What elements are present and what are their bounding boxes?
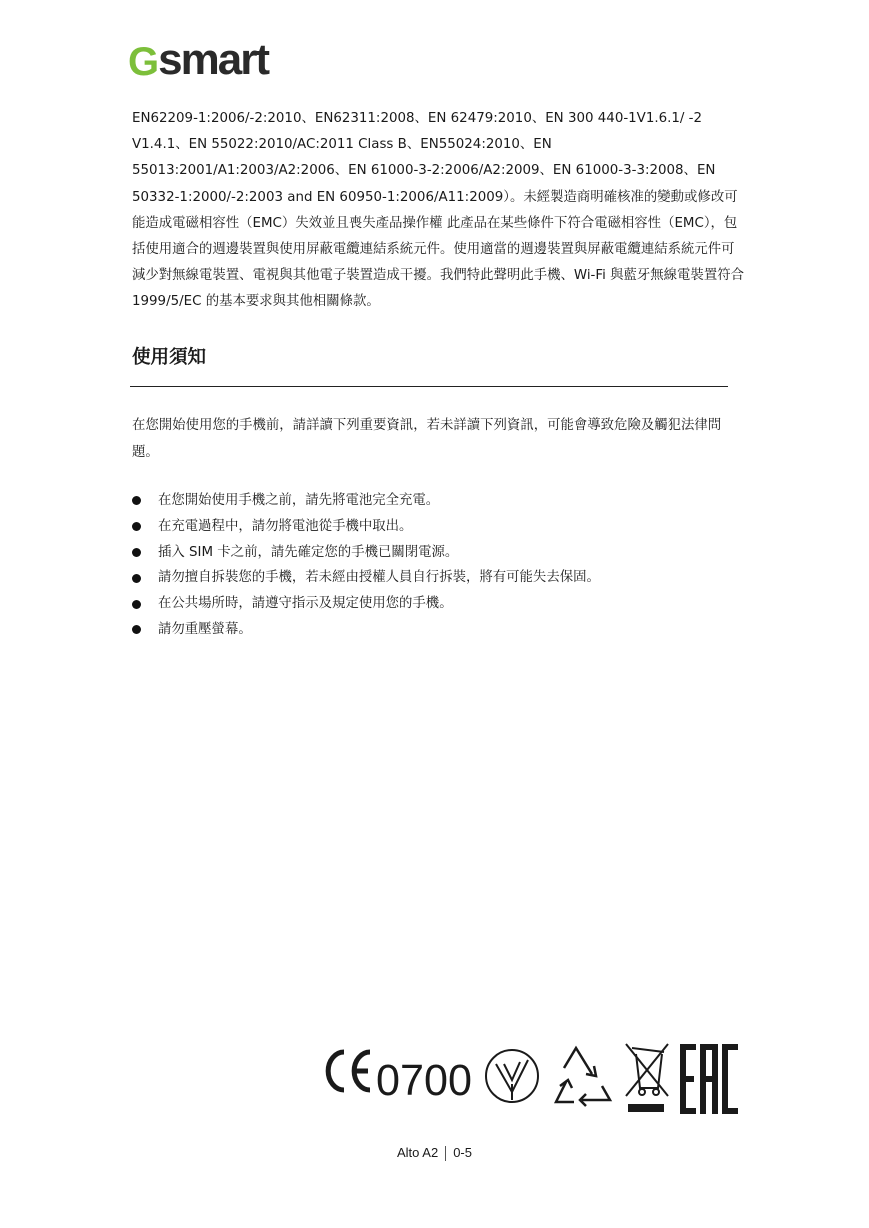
logo-g: G xyxy=(128,40,159,84)
ce-mark-icon xyxy=(328,1052,370,1090)
list-item xyxy=(132,591,600,617)
list-item-text: 插入 SIM 卡之前，請先確定您的手機已關閉電源。 xyxy=(158,544,459,560)
eac-mark-icon xyxy=(680,1044,738,1114)
list-item-text: 請勿擅自拆裝您的手機，若未經由授權人員自行拆裝，將有可能失去保固。 xyxy=(158,570,600,586)
certification-marks xyxy=(320,1040,740,1118)
intro-paragraph: 在您開始使用您的手機前，請詳讀下列重要資訊，若未詳讀下列資訊，可能會導致危險及觸犯法律問題。 xyxy=(132,418,722,460)
heading-divider xyxy=(130,386,728,387)
tuv-check-icon xyxy=(486,1050,538,1102)
page-footer xyxy=(0,1145,869,1161)
ce-number: 0700 xyxy=(376,1056,472,1105)
section-heading: 使用須知 xyxy=(132,347,207,368)
footer-separator xyxy=(445,1146,446,1161)
list-item xyxy=(132,514,600,540)
bullet-icon xyxy=(132,600,141,609)
bullet-icon xyxy=(132,625,141,634)
notice-list xyxy=(132,488,600,643)
bullet-icon xyxy=(132,522,141,531)
list-item-text: 在您開始使用手機之前，請先將電池完全充電。 xyxy=(158,493,440,508)
list-item xyxy=(132,617,600,643)
list-item xyxy=(132,488,600,514)
recycle-icon xyxy=(556,1048,610,1106)
logo-smart: smart xyxy=(158,35,268,84)
footer-model: Alto A2 xyxy=(397,1145,439,1160)
weee-bin-icon xyxy=(626,1044,668,1112)
footer-page-number: 0-5 xyxy=(453,1145,472,1160)
gsmart-logo xyxy=(128,35,268,84)
list-item xyxy=(132,565,600,591)
list-item-text: 在充電過程中，請勿將電池從手機中取出。 xyxy=(158,518,413,534)
compliance-paragraph: EN62209-1:2006/-2:2010、EN62311:2008、EN 62479:2010、EN 300 440-1V1.6.1/ -2 V1.4.1、EN 55022:2010/AC:2011 Class B、EN55024:2010、EN 55013:2001/A1:2003/A2:2006、EN 61000-3-2:2006/A2:2009、EN 61000-3-3:2008、EN 50332-1:2000/-2:2003 and EN 60950-1:2006/A11:2009）。未經製造商明確核准的變動或修改可能造成電磁相容性（EMC）失效並且喪失產品操作權 此產品在某些條件下符合電磁相容性（EMC），包括使用適合的週邊裝置與使用屏蔽電纜連結系統元件。使用適當的週邊裝置與屏蔽電纜連結系統元件可減少對無線電裝置、電視與其他電子裝置造成干擾。我們特此聲明此手機、Wi-Fi 與藍牙無線電裝置符合 1999/5/EC 的基本要求與其他相關條款。 xyxy=(132,111,744,310)
bullet-icon xyxy=(132,496,141,505)
list-item xyxy=(132,540,600,566)
bullet-icon xyxy=(132,548,141,557)
bullet-icon xyxy=(132,574,141,583)
list-item-text: 在公共場所時，請遵守指示及規定使用您的手機。 xyxy=(158,596,453,612)
list-item-text: 請勿重壓螢幕。 xyxy=(158,621,252,637)
